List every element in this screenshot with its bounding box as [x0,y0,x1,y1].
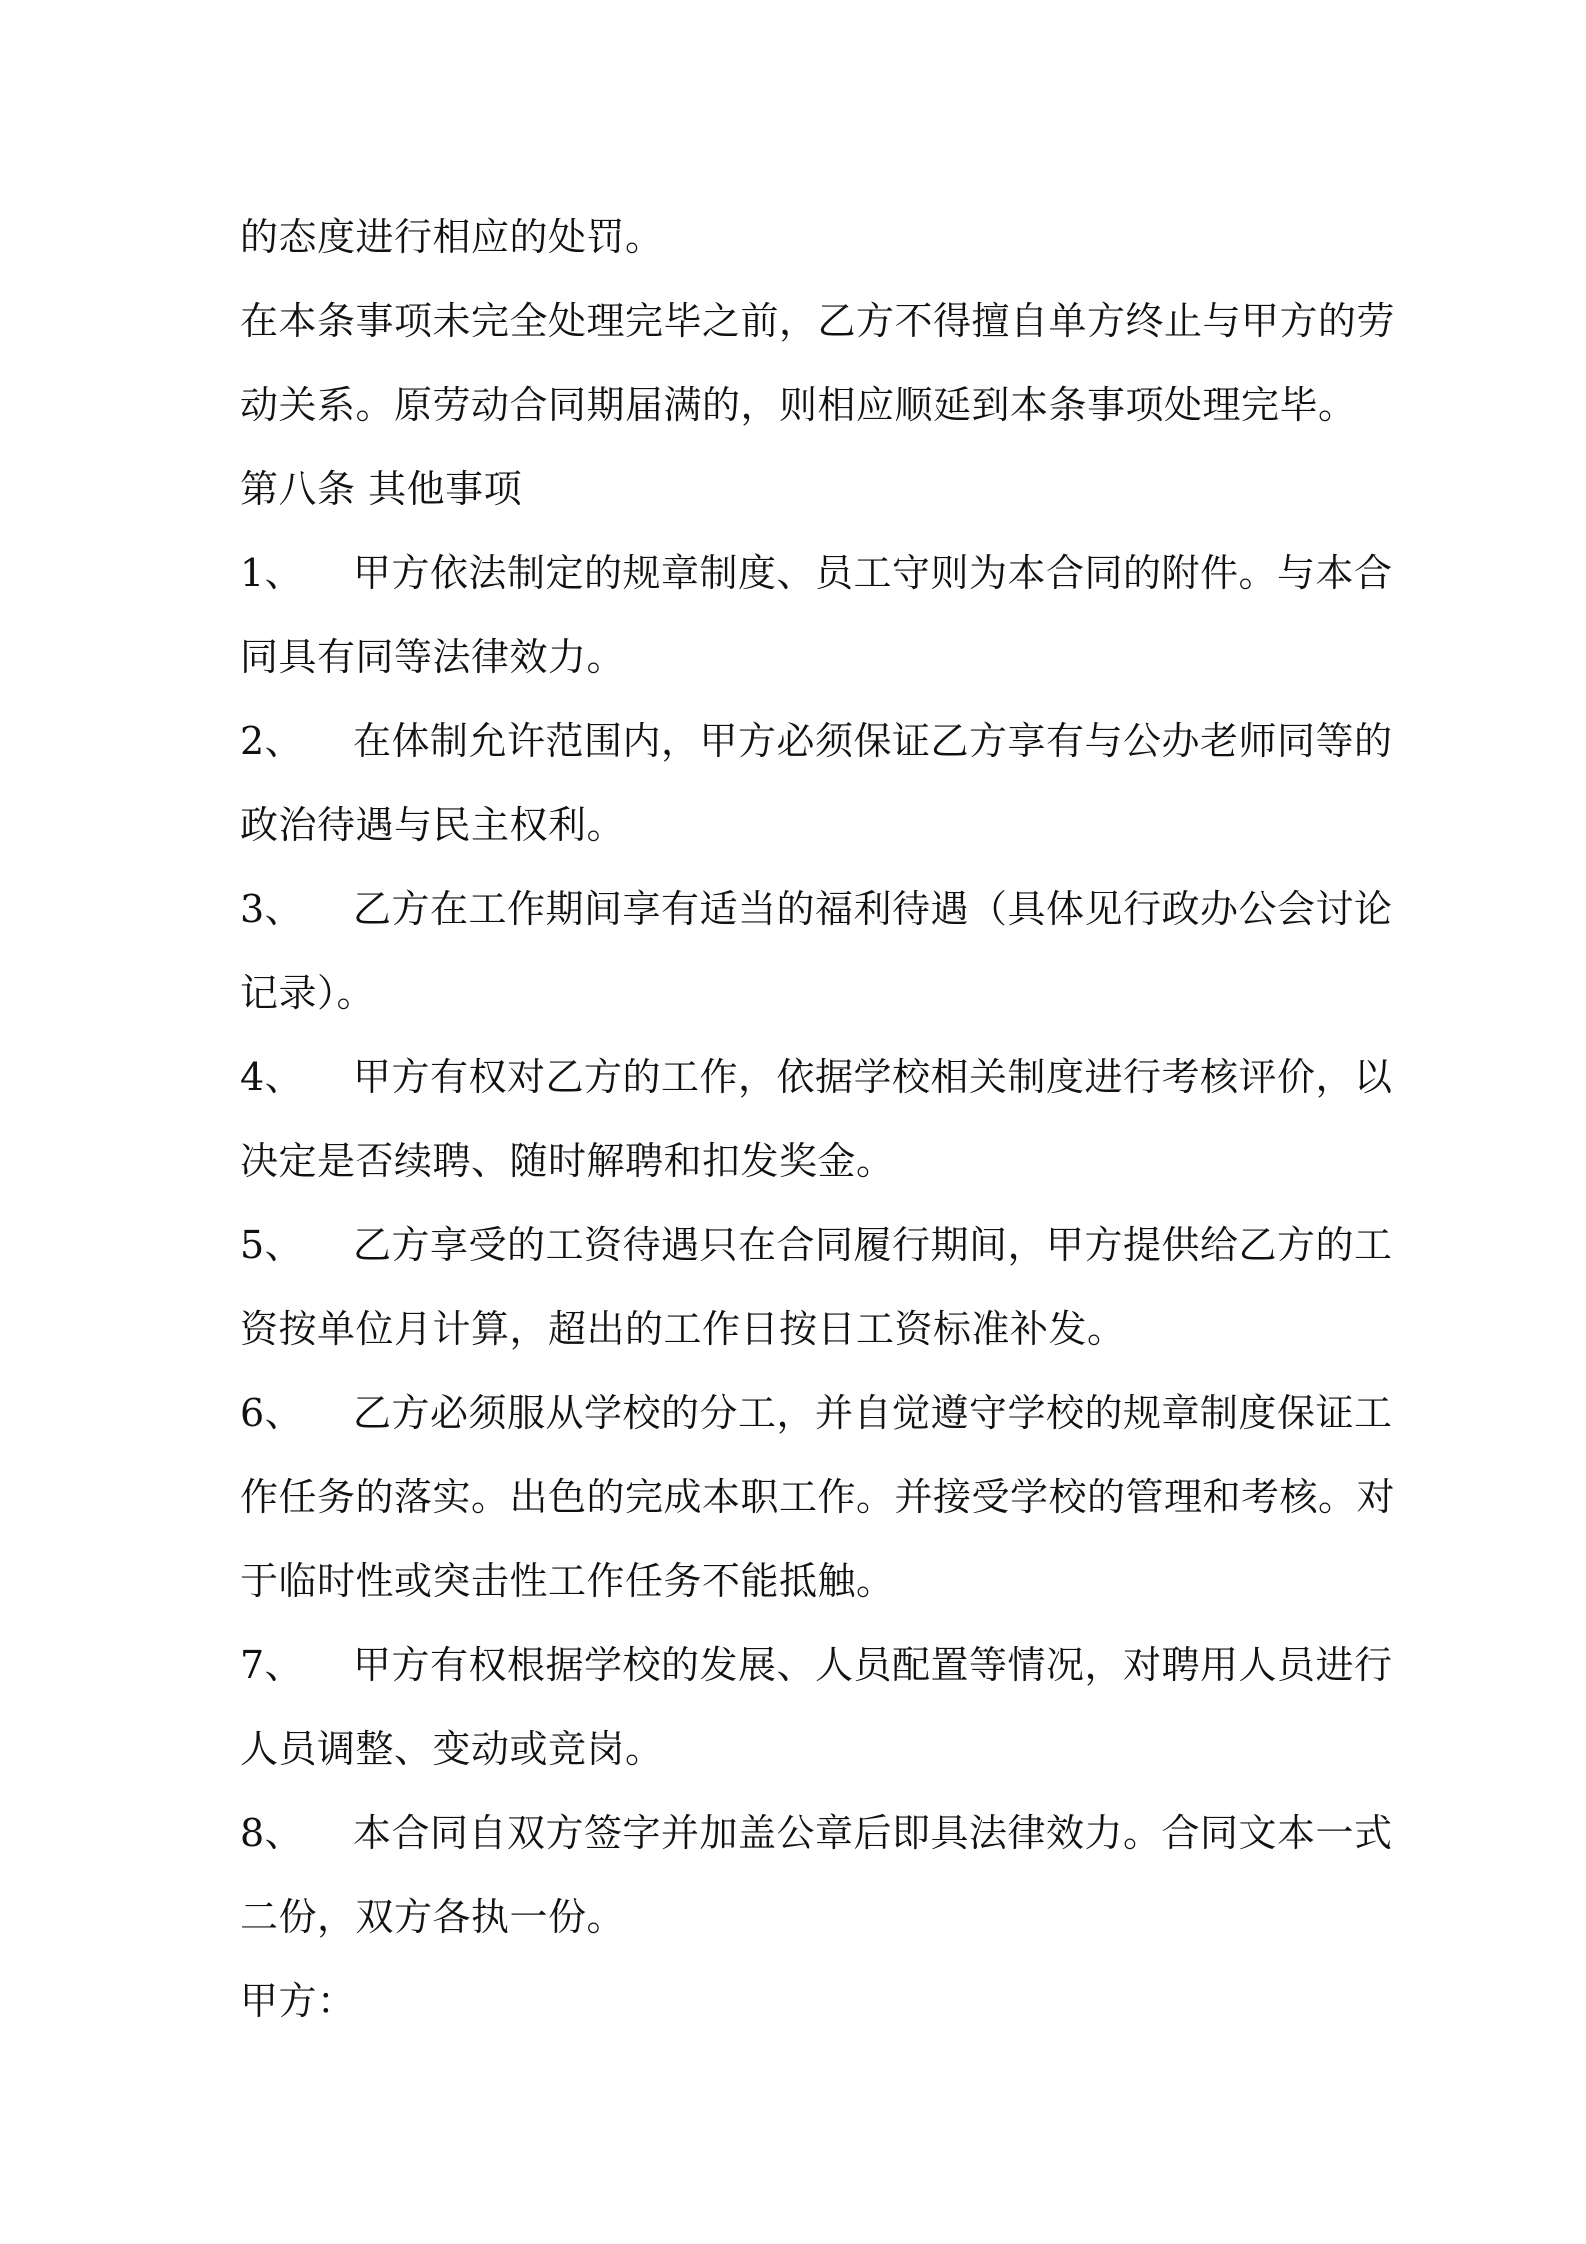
clause-continuation-line: 决定是否续聘、随时解聘和扣发奖金。 [240,1139,895,1183]
clause-continuation-line: 同具有同等法律效力。 [240,635,626,679]
clause-item-first-line [240,1623,1393,1707]
intro-line: 在本条事项未完全处理完毕之前，乙方不得擅自单方终止与甲方的劳 [240,299,1396,343]
clause-continuation-line: 于临时性或突击性工作任务不能抵触。 [240,1559,895,1603]
clause-continuation-line: 资按单位月计算，超出的工作日按日工资标准补发。 [240,1307,1126,1351]
clause-number: 6、 [240,1391,304,1435]
clause-number: 4、 [240,1055,304,1099]
signature-party-a-label: 甲方： [240,1979,356,2023]
clause-text: 乙方享受的工资待遇只在合同履行期间，甲方提供给乙方的工 [353,1223,1393,1267]
article-heading [240,447,1360,531]
clause-item-first-line [240,531,1393,615]
intro-line: 的态度进行相应的处罚。 [240,215,664,259]
clause-item-first-line [240,1035,1393,1119]
clause-number: 5、 [240,1223,304,1267]
clause-text: 乙方在工作期间享有适当的福利待遇（具体见行政办公会讨论 [353,887,1393,931]
clause-number: 8、 [240,1811,304,1855]
clause-text: 本合同自双方签字并加盖公章后即具法律效力。合同文本一式 [353,1811,1393,1855]
clause-text: 乙方必须服从学校的分工，并自觉遵守学校的规章制度保证工 [353,1391,1393,1435]
clause-number: 7、 [240,1643,304,1687]
clause-number: 1、 [240,551,304,595]
clause-text: 在体制允许范围内，甲方必须保证乙方享有与公办老师同等的 [353,719,1393,763]
clause-number: 2、 [240,719,304,763]
intro-line: 动关系。原劳动合同期届满的，则相应顺延到本条事项处理完毕。 [240,383,1357,427]
clause-item-first-line [240,867,1393,951]
clause-item-first-line [240,1371,1393,1455]
clause-continuation-line: 作任务的落实。出色的完成本职工作。并接受学校的管理和考核。对 [240,1475,1396,1519]
article-number: 第八条 [240,467,356,511]
clause-item-first-line [240,1203,1393,1287]
clause-number: 3、 [240,887,304,931]
clause-text: 甲方有权对乙方的工作，依据学校相关制度进行考核评价，以 [353,1055,1393,1099]
article-title: 其他事项 [368,467,523,511]
clause-continuation-line: 二份，双方各执一份。 [240,1895,626,1939]
clause-continuation-line: 政治待遇与民主权利。 [240,803,626,847]
clause-continuation-line: 记录）。 [240,971,376,1015]
clause-continuation-line: 人员调整、变动或竞岗。 [240,1727,664,1771]
clause-text: 甲方依法制定的规章制度、员工守则为本合同的附件。与本合 [353,551,1393,595]
clause-text: 甲方有权根据学校的发展、人员配置等情况，对聘用人员进行 [353,1643,1393,1687]
clause-item-first-line [240,1791,1393,1875]
document-body [240,195,1396,2043]
clause-item-first-line [240,699,1393,783]
clause-list [240,531,1396,1959]
